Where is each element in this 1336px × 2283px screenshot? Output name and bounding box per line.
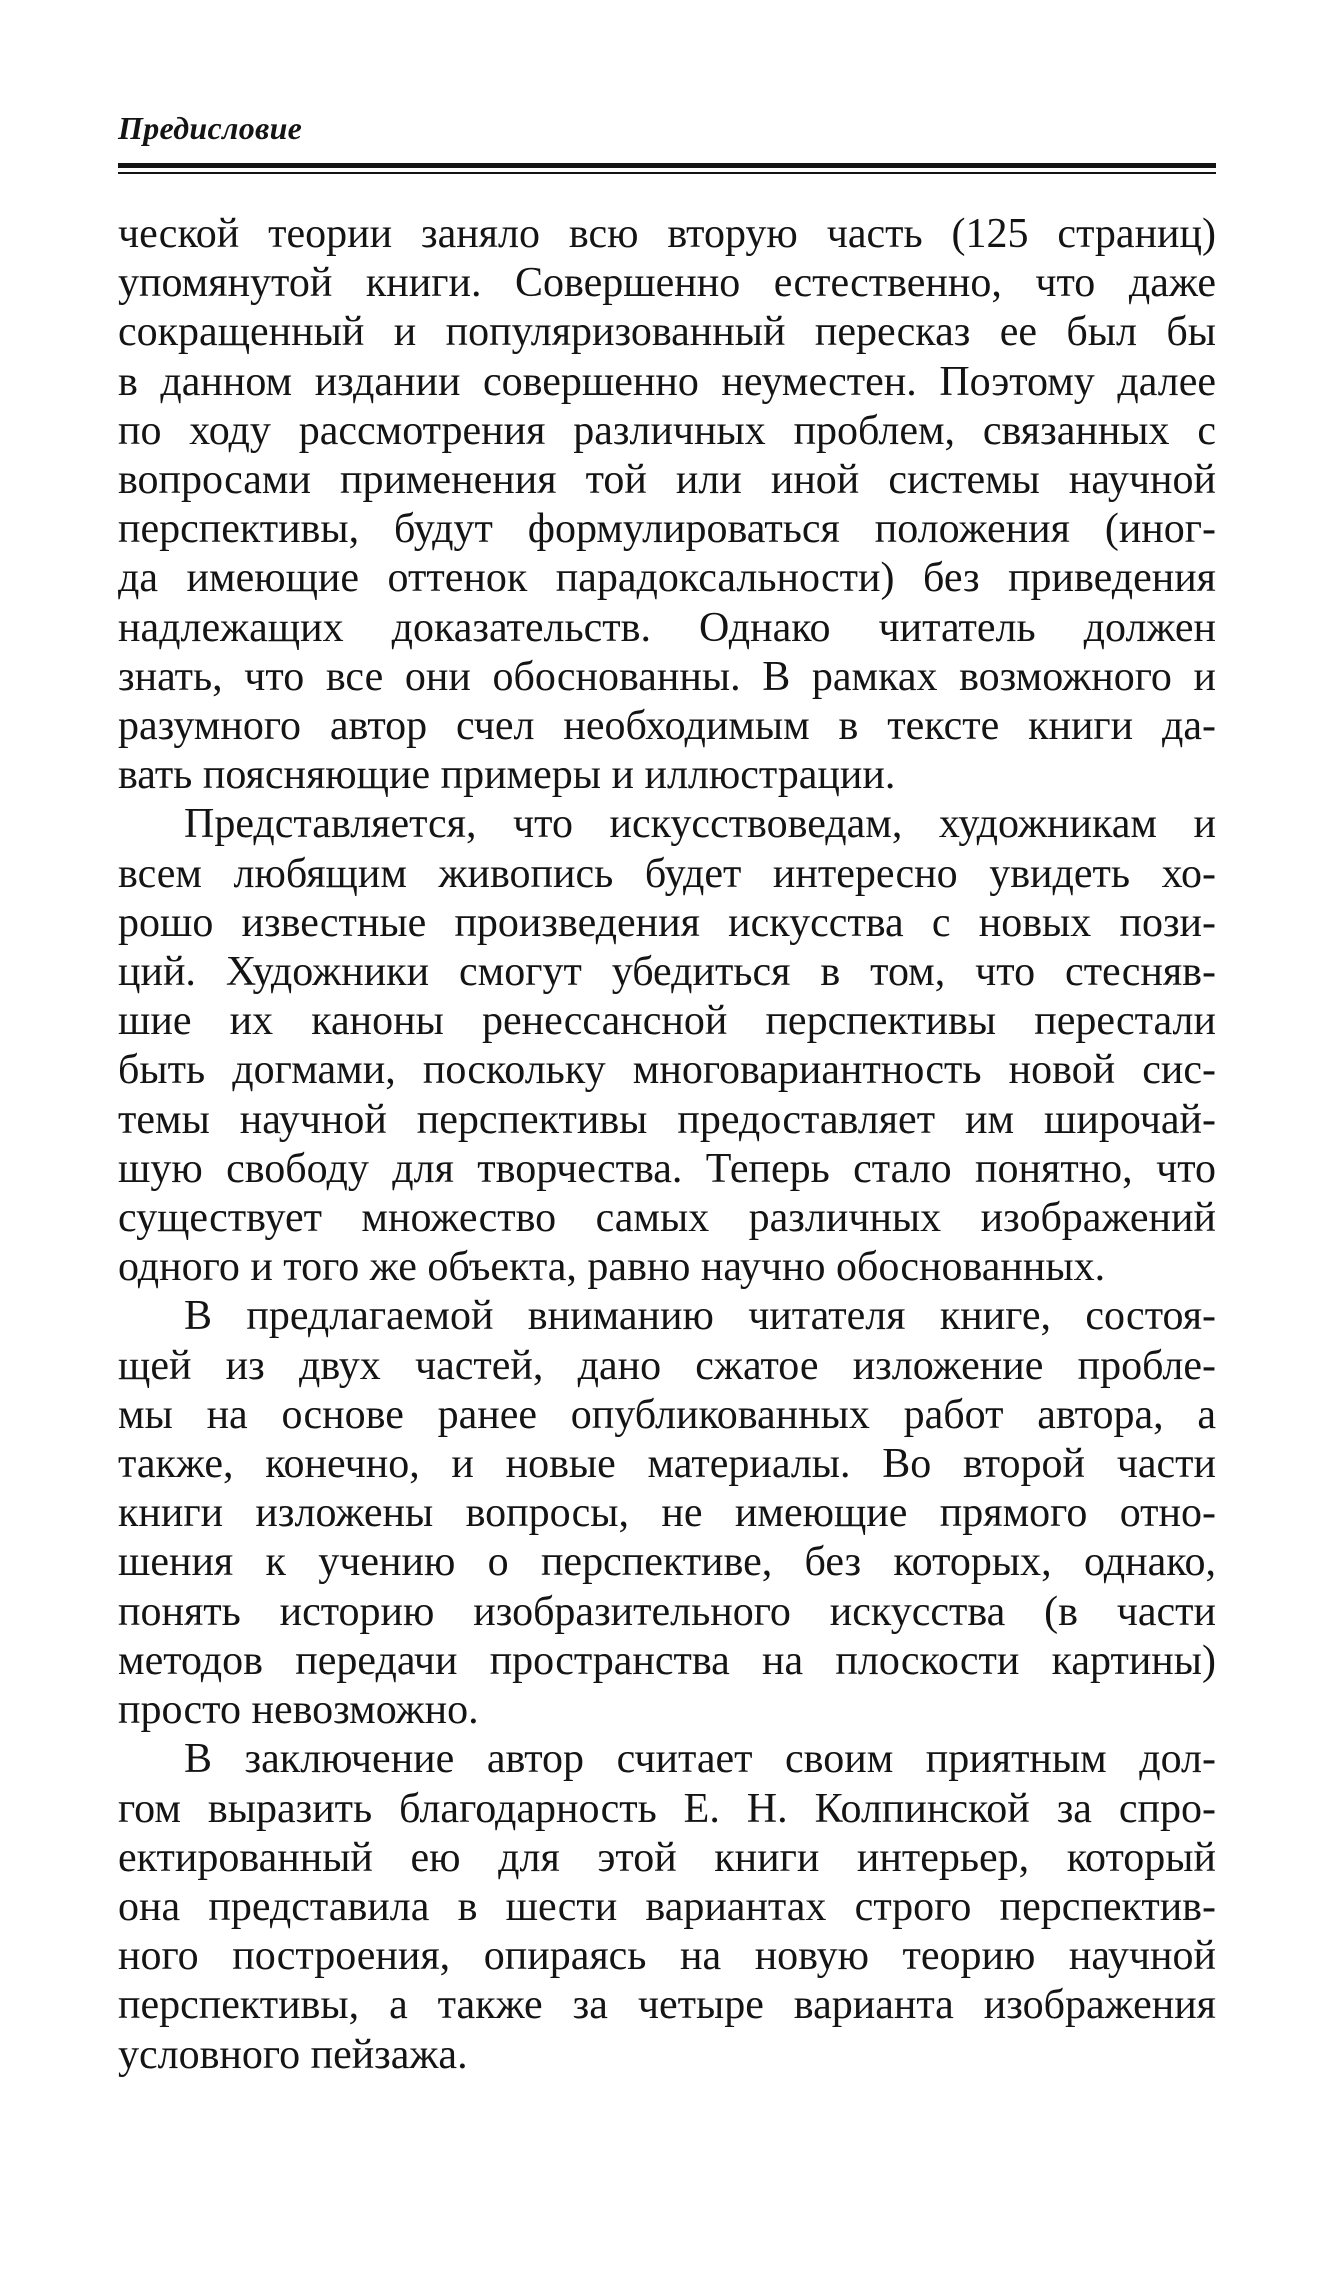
paragraph-3 — [118, 1292, 1216, 1735]
text-line: условного пейзажа. — [118, 2031, 468, 2078]
header-double-rule — [118, 163, 1216, 177]
text-line: щей из двух частей, дано сжатое изложение пробле- — [118, 1342, 1216, 1389]
text-line: по ходу рассмотрения различных проблем, связанных с — [118, 407, 1216, 454]
text-line: темы научной перспективы предоставляет им широчай- — [118, 1096, 1216, 1143]
text-line: сокращенный и популяризованный пересказ ее был бы — [118, 309, 1216, 356]
text-line: ческой теории заняло всю вторую часть (125 страниц) — [118, 211, 1216, 257]
text-line: книги изложены вопросы, не имеющие прямого отно- — [118, 1490, 1216, 1537]
text-line: шую свободу для творчества. Теперь стало понятно, что — [118, 1145, 1216, 1192]
body-text — [118, 210, 1216, 2080]
text-line: надлежащих доказательств. Однако читатель должен — [118, 604, 1216, 651]
text-line: методов передачи пространства на плоскости картины) — [118, 1637, 1216, 1684]
text-line: также, конечно, и новые материалы. Во второй части — [118, 1441, 1216, 1488]
paragraph-4 — [118, 1735, 1216, 2079]
running-head: Предисловие — [118, 110, 303, 146]
text-line: она представила в шести вариантах строго перспектив- — [118, 1883, 1216, 1930]
text-line: Представляется, что искусствоведам, художникам и — [184, 801, 1216, 848]
text-line: одного и того же объекта, равно научно обоснованных. — [118, 1244, 1106, 1291]
text-line: существует множество самых различных изображений — [118, 1195, 1216, 1242]
text-line: всем любящим живопись будет интересно увидеть хо- — [118, 850, 1216, 897]
text-line: быть догмами, поскольку многовариантность новой сис- — [118, 1047, 1216, 1094]
header-rule-thin — [118, 172, 1216, 174]
text-line: шения к учению о перспективе, без которых, однако, — [118, 1539, 1216, 1586]
text-line: вопросами применения той или иной системы научной — [118, 457, 1216, 504]
text-line: ного построения, опираясь на новую теорию научной — [118, 1933, 1216, 1980]
text-line: мы на основе ранее опубликованных работ автора, а — [118, 1391, 1216, 1438]
paragraph-1 — [118, 210, 1216, 800]
text-line: в данном издании совершенно неуместен. Поэтому далее — [118, 358, 1216, 405]
text-line: гом выразить благодарность Е. Н. Колпинской за спро- — [118, 1785, 1216, 1832]
text-line: В предлагаемой вниманию читателя книге, состоя- — [184, 1293, 1216, 1340]
text-line: рошо известные произведения искусства с новых пози- — [118, 899, 1216, 946]
text-line: понять историю изобразительного искусства (в части — [118, 1588, 1216, 1635]
text-line: В заключение автор считает своим приятным дол- — [184, 1736, 1216, 1783]
text-line: вать поясняющие примеры и иллюстрации. — [118, 752, 896, 799]
text-line: перспективы, будут формулироваться положения (иног- — [118, 506, 1216, 553]
header-rule-thick — [118, 163, 1216, 168]
text-line: разумного автор счел необходимым в тексте книги да- — [118, 703, 1216, 750]
text-line: да имеющие оттенок парадоксальности) без приведения — [118, 555, 1216, 602]
text-line: перспективы, а также за четыре варианта изображения — [118, 1982, 1216, 2029]
text-line: ций. Художники смогут убедиться в том, что стесняв- — [118, 949, 1216, 996]
text-line: упомянутой книги. Совершенно естественно, что даже — [118, 260, 1216, 307]
text-line: шие их каноны ренессансной перспективы перестали — [118, 998, 1216, 1045]
text-line: просто невозможно. — [118, 1687, 479, 1734]
paragraph-2 — [118, 800, 1216, 1292]
text-line: знать, что все они обоснованны. В рамках возможного и — [118, 653, 1216, 700]
text-line: ектированный ею для этой книги интерьер, который — [118, 1834, 1216, 1881]
